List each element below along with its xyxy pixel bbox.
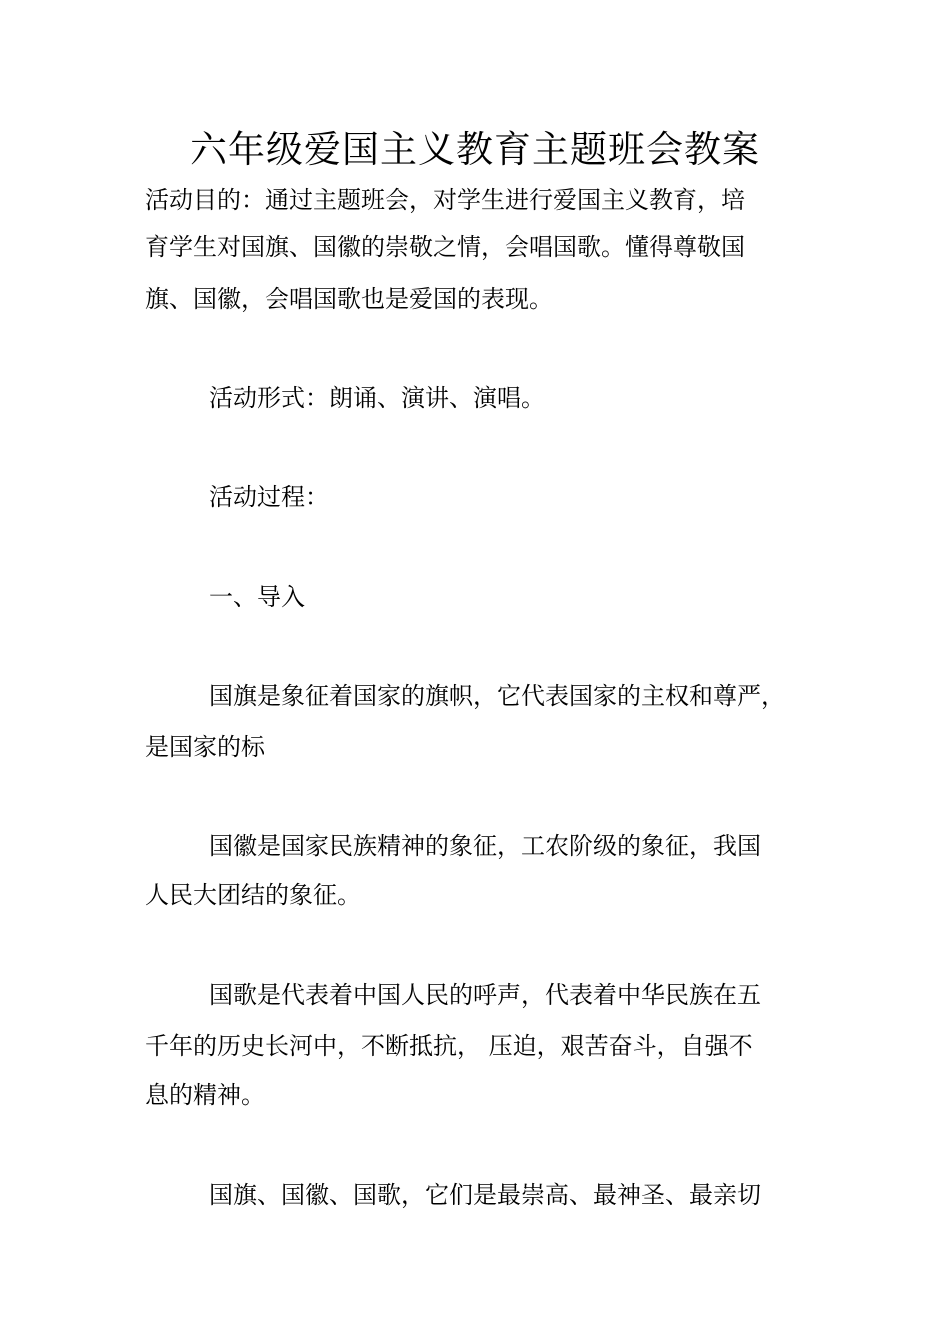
flag-line-1: 国旗是象征着国家的旗帜，它代表国家的主权和尊严， — [209, 682, 785, 710]
form-line: 活动形式：朗诵、演讲、演唱。 — [209, 384, 545, 412]
process-line: 活动过程： — [209, 483, 329, 511]
anthem-line-3: 息的精神。 — [145, 1081, 265, 1109]
summary-line-1: 国旗、国徽、国歌，它们是最崇高、最神圣、最亲切 — [209, 1181, 761, 1209]
section-heading-intro: 一、导入 — [209, 583, 305, 611]
emblem-line-2: 人民大团结的象征。 — [145, 881, 361, 909]
anthem-line-2: 千年的历史长河中，不断抵抗， 压迫，艰苦奋斗，自强不 — [145, 1032, 753, 1060]
emblem-line-1: 国徽是国家民族精神的象征，工农阶级的象征，我国 — [209, 832, 761, 860]
flag-line-2: 是国家的标 — [145, 733, 265, 761]
purpose-line-3: 旗、国徽，会唱国歌也是爱国的表现。 — [145, 285, 553, 313]
purpose-line-1: 活动目的：通过主题班会，对学生进行爱国主义教育，培 — [145, 186, 745, 214]
purpose-line-2: 育学生对国旗、国徽的崇敬之情，会唱国歌。懂得尊敬国 — [145, 233, 745, 261]
anthem-line-1: 国歌是代表着中国人民的呼声，代表着中华民族在五 — [209, 981, 761, 1009]
document-title: 六年级爱国主义教育主题班会教案 — [190, 128, 760, 171]
